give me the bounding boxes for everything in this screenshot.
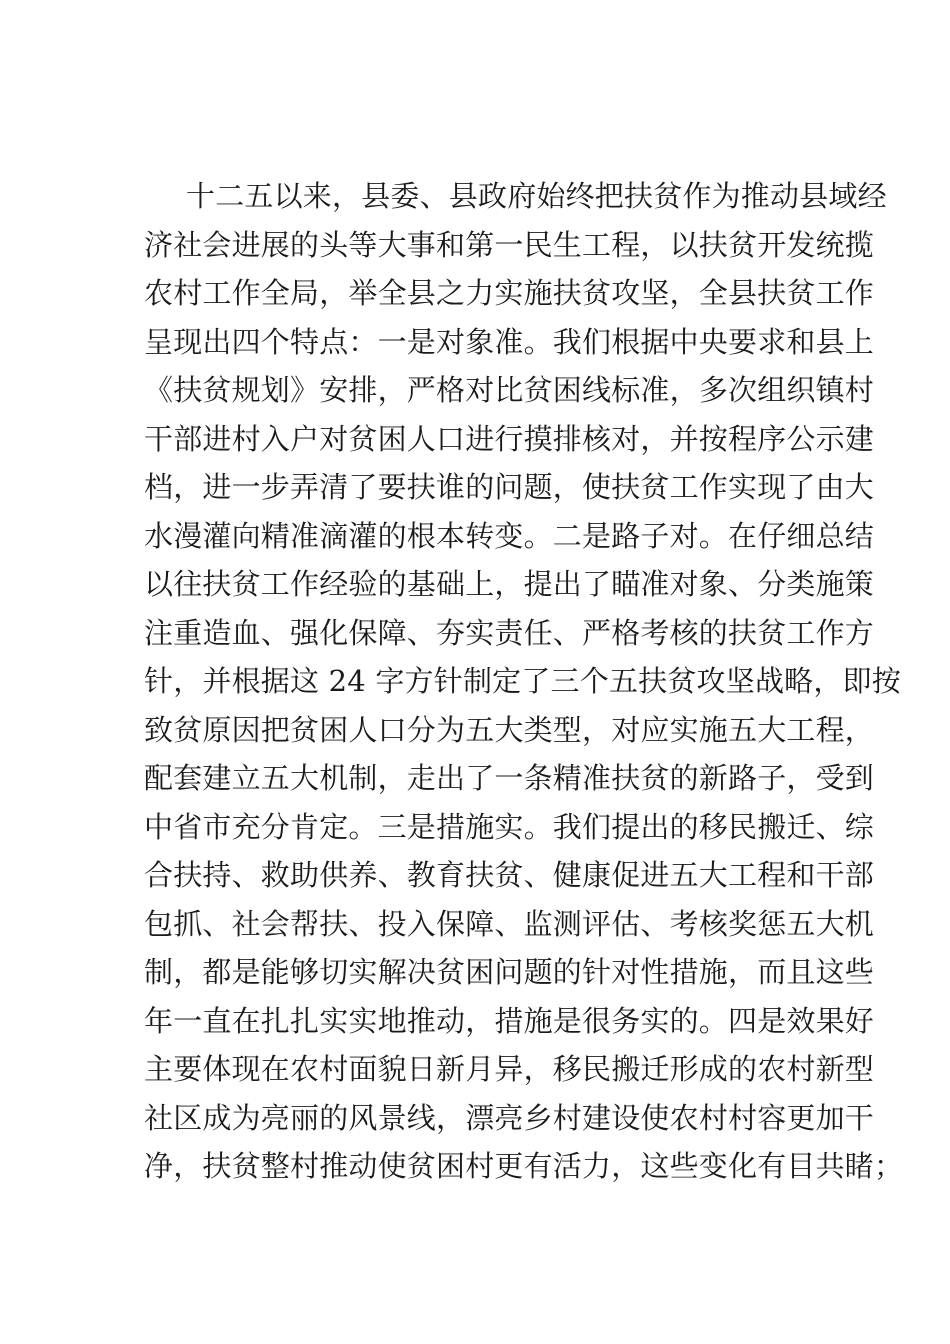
paragraph-line: 主要体现在农村面貌日新月异，移民搬迁形成的农村新型 — [144, 1052, 875, 1086]
paragraph-line: 配套建立五大机制，走出了一条精准扶贫的新路子，受到 — [144, 761, 875, 795]
paragraph-line: 注重造血、强化保障、夯实责任、严格考核的扶贫工作方 — [144, 615, 875, 650]
body-paragraph — [144, 172, 904, 1191]
paragraph-line: 净，扶贫整村推动使贫困村更有活力，这些变化有目共睹； — [144, 1149, 904, 1183]
paragraph-line: 中省市充分肯定。三是措施实。我们提出的移民搬迁、综 — [144, 809, 875, 844]
paragraph-line: 档，进一步弄清了要扶谁的问题，使扶贫工作实现了由大 — [144, 470, 875, 504]
paragraph-line: 呈现出四个特点：一是对象准。我们根据中央要求和县上 — [144, 324, 875, 359]
paragraph-line: 农村工作全局，举全县之力实施扶贫攻坚，全县扶贫工作 — [144, 276, 875, 310]
paragraph-line: 针，并根据这 24 字方针制定了三个五扶贫攻坚战略，即按 — [144, 664, 901, 698]
paragraph-line: 合扶持、救助供养、教育扶贫、健康促进五大工程和干部 — [144, 858, 875, 892]
paragraph-line: 水漫灌向精准滴灌的根本转变。二是路子对。在仔细总结 — [144, 518, 875, 553]
paragraph-line: 致贫原因把贫困人口分为五大类型，对应实施五大工程， — [144, 712, 875, 747]
paragraph-line: 以往扶贫工作经验的基础上，提出了瞄准对象、分类施策 — [144, 567, 875, 601]
paragraph-line: 制，都是能够切实解决贫困问题的针对性措施，而且这些 — [144, 955, 875, 989]
paragraph-line: 包抓、社会帮扶、投入保障、监测评估、考核奖惩五大机 — [144, 906, 875, 941]
paragraph-line: 十二五以来，县委、县政府始终把扶贫作为推动县域经 — [186, 179, 887, 213]
paragraph-line: 济社会进展的头等大事和第一民生工程，以扶贫开发统揽 — [144, 227, 875, 262]
paragraph-line: 《扶贫规划》安排，严格对比贫困线标准，多次组织镇村 — [144, 373, 875, 407]
paragraph-line: 社区成为亮丽的风景线，漂亮乡村建设使农村村容更加干 — [144, 1100, 875, 1135]
paragraph-line: 干部进村入户对贫困人口进行摸排核对，并按程序公示建 — [144, 421, 875, 456]
paragraph-line: 年一直在扎扎实实地推动，措施是很务实的。四是效果好 — [144, 1003, 875, 1038]
